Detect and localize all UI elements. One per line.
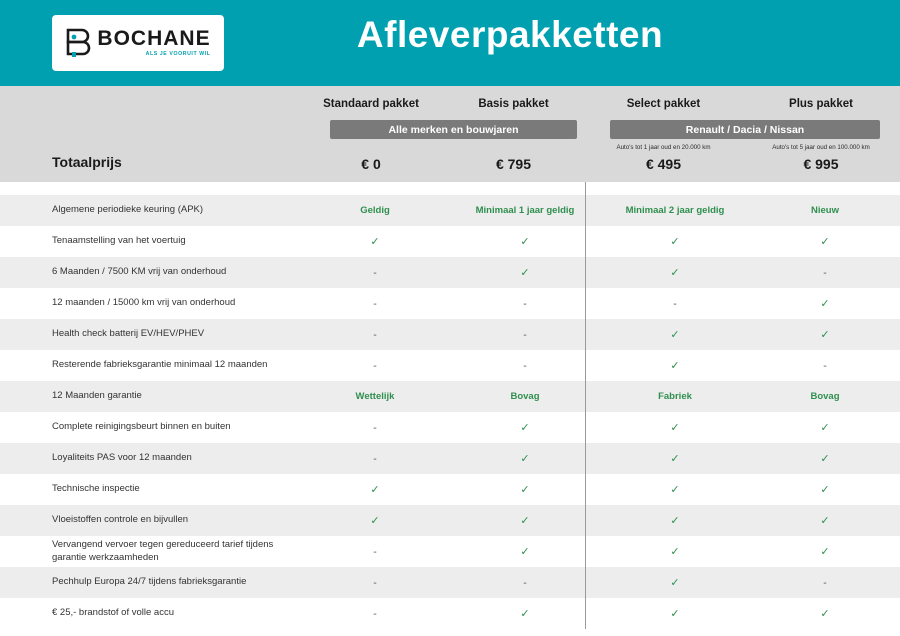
row-value: ✓ — [670, 608, 680, 620]
row-value: ✓ — [520, 484, 530, 496]
row-value: ✓ — [520, 236, 530, 248]
row-value: ✓ — [370, 484, 380, 496]
row-value: ✓ — [820, 453, 830, 465]
row-value: ✓ — [820, 515, 830, 527]
row-value: ✓ — [370, 236, 380, 248]
row-value: - — [823, 576, 827, 589]
row-label: Tenaamstelling van het voertuig — [52, 235, 186, 247]
row-value: - — [523, 328, 527, 341]
row-value: ✓ — [670, 577, 680, 589]
row-value: ✓ — [670, 329, 680, 341]
table-header — [0, 86, 900, 182]
row-value: Bovag — [810, 391, 840, 402]
price-standaard: € 0 — [361, 156, 381, 172]
column-sub-select: Auto's tot 1 jaar oud en 20.000 km — [616, 144, 711, 151]
row-value: ✓ — [820, 236, 830, 248]
page-title: Afleverpakketten — [356, 14, 664, 55]
page-header — [0, 0, 900, 86]
group-band-alle-merken: Alle merken en bouwjaren — [330, 120, 577, 139]
price-select: € 495 — [645, 156, 682, 172]
row-spacer — [0, 182, 900, 195]
row-value: - — [373, 607, 377, 620]
row-value: - — [523, 576, 527, 589]
table-row — [0, 505, 900, 536]
row-label: Vloeistoffen controle en bijvullen — [52, 514, 189, 526]
row-value: ✓ — [370, 515, 380, 527]
row-value: ✓ — [520, 546, 530, 558]
table-row — [0, 319, 900, 350]
row-value: - — [523, 297, 527, 310]
row-value: ✓ — [820, 608, 830, 620]
row-value: Geldig — [360, 205, 390, 216]
row-value: - — [823, 359, 827, 372]
row-label: Health check batterij EV/HEV/PHEV — [52, 328, 205, 340]
row-value: - — [373, 328, 377, 341]
row-label: Loyaliteits PAS voor 12 maanden — [52, 452, 192, 464]
price-basis: € 795 — [495, 156, 532, 172]
row-value: ✓ — [670, 453, 680, 465]
table-row — [0, 257, 900, 288]
table-row — [0, 443, 900, 474]
row-value: - — [373, 266, 377, 279]
row-value: ✓ — [670, 484, 680, 496]
row-label: 12 Maanden garantie — [52, 390, 142, 402]
row-value: Bovag — [510, 391, 540, 402]
row-label: 12 maanden / 15000 km vrij van onderhoud — [52, 297, 236, 309]
row-label: Technische inspectie — [52, 483, 140, 495]
logo-tagline: ALS JE VOORUIT WIL — [145, 51, 211, 58]
row-value: - — [373, 421, 377, 434]
group-band-renault: Renault / Dacia / Nissan — [610, 120, 880, 139]
row-value: ✓ — [820, 298, 830, 310]
row-value: ✓ — [520, 515, 530, 527]
price-plus: € 995 — [803, 156, 839, 172]
row-value: ✓ — [820, 484, 830, 496]
row-value: ✓ — [670, 422, 680, 434]
table-row — [0, 288, 900, 319]
row-value: - — [373, 452, 377, 465]
row-value: - — [373, 576, 377, 589]
table-row — [0, 536, 900, 567]
row-value: Nieuw — [811, 205, 839, 216]
logo-wordmark: BOCHANE — [97, 27, 211, 51]
row-value: Minimaal 1 jaar geldig — [475, 205, 575, 216]
row-value: - — [523, 359, 527, 372]
row-value: Minimaal 2 jaar geldig — [625, 205, 725, 216]
column-header-basis: Basis pakket — [478, 98, 549, 110]
row-label: Pechhulp Europa 24/7 tijdens fabrieksgarantie — [52, 576, 247, 588]
group-alle-merken — [300, 86, 585, 182]
row-value: ✓ — [520, 267, 530, 279]
row-value: - — [373, 359, 377, 372]
row-value: ✓ — [670, 546, 680, 558]
table-row — [0, 195, 900, 226]
row-label: Algemene periodieke keuring (APK) — [52, 204, 204, 216]
group-renault-dacia-nissan — [585, 86, 900, 182]
row-value: ✓ — [520, 608, 530, 620]
feature-table-body — [0, 182, 900, 629]
row-value: Wettelijk — [355, 391, 395, 402]
row-value: - — [373, 297, 377, 310]
table-row — [0, 412, 900, 443]
row-label: Vervangend vervoer tegen gereduceerd tarief tijdens garantie werkzaamheden — [52, 538, 274, 563]
row-value: ✓ — [820, 329, 830, 341]
row-value: ✓ — [670, 515, 680, 527]
table-row — [0, 474, 900, 505]
row-value: - — [373, 545, 377, 558]
table-row — [0, 598, 900, 629]
table-row — [0, 567, 900, 598]
total-price-label: Totaalprijs — [52, 154, 122, 170]
row-value: - — [673, 297, 677, 310]
row-value: ✓ — [670, 236, 680, 248]
row-label: € 25,- brandstof of volle accu — [52, 607, 174, 619]
row-value: Fabriek — [658, 391, 692, 402]
table-row — [0, 381, 900, 412]
row-value: ✓ — [820, 546, 830, 558]
row-value: ✓ — [520, 453, 530, 465]
row-value: ✓ — [520, 422, 530, 434]
row-label: 6 Maanden / 7500 KM vrij van onderhoud — [52, 266, 227, 278]
table-row — [0, 350, 900, 381]
group-divider — [585, 182, 586, 629]
row-label: Resterende fabrieksgarantie minimaal 12 maanden — [52, 359, 268, 371]
row-value: ✓ — [670, 360, 680, 372]
row-value: - — [823, 266, 827, 279]
column-header-select: Select pakket — [626, 98, 701, 110]
table-row — [0, 226, 900, 257]
column-sub-plus: Auto's tot 5 jaar oud en 100.000 km — [772, 144, 870, 151]
row-label: Complete reinigingsbeurt binnen en buiten — [52, 421, 231, 433]
column-header-plus: Plus pakket — [789, 98, 853, 110]
row-value: ✓ — [820, 422, 830, 434]
row-value: ✓ — [670, 267, 680, 279]
column-header-standaard: Standaard pakket — [323, 98, 419, 110]
